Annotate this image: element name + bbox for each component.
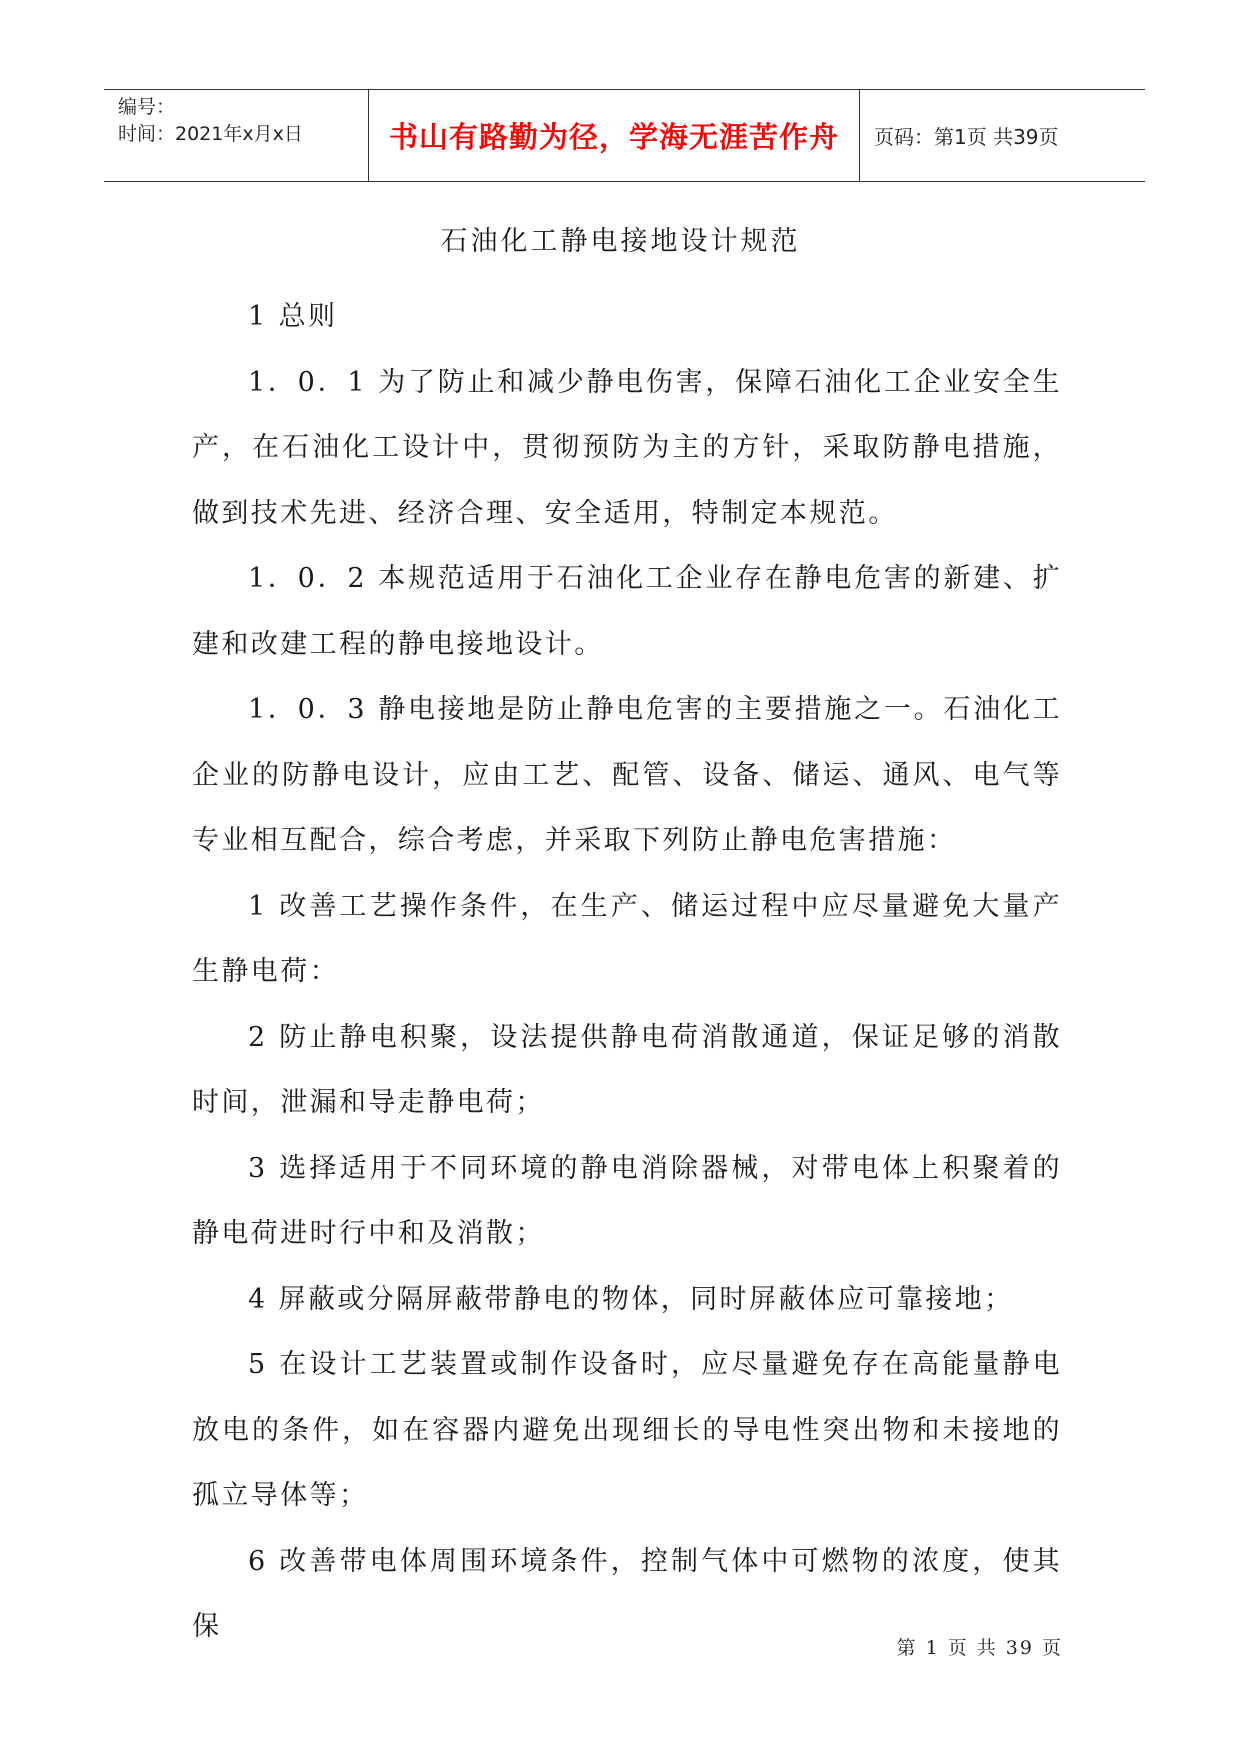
paragraph-1-0-2: 1．0．2 本规范适用于石油化工企业存在静电危害的新建、扩建和改建工程的静电接地设计。 — [192, 563, 1062, 660]
header-meta — [118, 94, 363, 148]
paragraph-1-0-3: 1．0．3 静电接地是防止静电危害的主要措施之一。石油化工企业的防静电设计，应由工艺、配管、设备、储运、通风、电气等专业相互配合，综合考虑，并采取下列防止静电危害措施： — [192, 694, 1062, 856]
list-item: 2 防止静电积聚，设法提供静电荷消散通道，保证足够的消散时间，泄漏和导走静电荷； — [192, 1021, 1062, 1118]
document-title: 石油化工静电接地设计规范 — [440, 226, 801, 257]
document-body — [192, 284, 1062, 1660]
section-heading: 1 总则 — [248, 301, 338, 332]
header-motto: 书山有路勤为径，学海无涯苦作舟 — [388, 119, 839, 154]
list-item: 6 改善带电体周围环境条件，控制气体中可燃物的浓度，使其保 — [192, 1545, 1062, 1642]
header-divider-left — [368, 90, 369, 181]
header-page-code: 页码：第1页 共39页 — [874, 124, 1059, 149]
list-item: 1 改善工艺操作条件，在生产、储运过程中应尽量避免大量产生静电荷： — [192, 890, 1062, 987]
list-item: 4 屏蔽或分隔屏蔽带静电的物体，同时屏蔽体应可靠接地； — [248, 1283, 1014, 1315]
header-time-label: 时间：2021年x月x日 — [118, 123, 303, 145]
list-item: 3 选择适用于不同环境的静电消除器械，对带电体上积聚着的静电荷进时行中和及消散； — [192, 1152, 1062, 1249]
header-divider-right — [859, 90, 860, 181]
page-header — [104, 89, 1145, 182]
page-footer: 第 1 页 共 39 页 — [896, 1637, 1063, 1659]
list-item: 5 在设计工艺装置或制作设备时，应尽量避免存在高能量静电放电的条件，如在容器内避免出现细长的导电性突出物和未接地的孤立导体等； — [192, 1349, 1062, 1511]
paragraph-1-0-1: 1．0．1 为了防止和减少静电伤害，保障石油化工企业安全生产，在石油化工设计中，贯彻预防为主的方针，采取防静电措施，做到技术先进、经济合理、安全适用，特制定本规范。 — [192, 366, 1062, 529]
header-number-label: 编号： — [118, 96, 176, 118]
